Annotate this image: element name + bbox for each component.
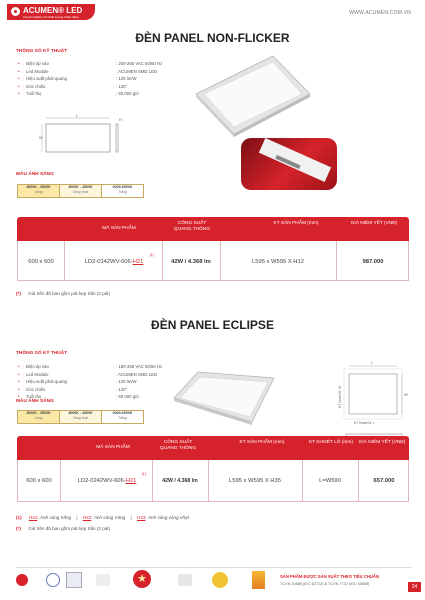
swatch-range: 6000-6500K <box>112 411 133 415</box>
footnote-h21: H21 <box>28 515 38 520</box>
spec-label: Tuổi thọ <box>26 91 42 96</box>
swatch-name: Trắng <box>118 190 127 194</box>
section2-table-header <box>17 436 409 460</box>
footer-standard-line1: SẢN PHẨM ĐƯỢC SẢN XUẤT THEO TIÊU CHUẨN <box>280 574 379 579</box>
row-power: 42W / 4.368 lm <box>171 259 211 265</box>
spec-label: Điện áp vào <box>26 364 49 369</box>
cert-badge-award-icon <box>178 574 192 586</box>
section1-table-header <box>17 217 409 241</box>
dim-h-label: H <box>119 117 122 122</box>
row-power: 42W / 4.368 lm <box>162 478 198 484</box>
cert-badge-star-icon: ★ <box>133 570 151 588</box>
section1-dimension-drawing <box>40 112 125 162</box>
swatch-name: Vàng nhạt <box>72 190 89 194</box>
panel-front-outline <box>46 124 110 152</box>
color-swatch <box>17 184 60 198</box>
row-size: 600 x 600 <box>26 478 52 484</box>
spec-label: Led Module <box>26 371 49 377</box>
section1-color-heading: MÀU ÁNH SÁNG <box>16 172 54 177</box>
row-code-sup: (1) <box>141 472 146 476</box>
swatch-name: Vàng <box>34 416 43 420</box>
bullet-icon: • <box>18 386 20 392</box>
bullet-icon: • <box>18 379 20 384</box>
section1-note <box>16 291 110 296</box>
spec-value: : ACUMEN SMD LED <box>116 68 158 74</box>
footnote-h22: H22 <box>82 515 92 520</box>
section2-product-image <box>170 368 278 426</box>
page-number: 24 <box>408 582 421 592</box>
swatch-range: 4000K - 4500K <box>68 185 93 189</box>
bullet-icon: • <box>18 364 20 369</box>
section1-note-mark: (*) <box>16 291 21 296</box>
footnote-note-mark: (*) <box>16 526 21 531</box>
brand-name: ACUMEN® LED <box>23 6 83 15</box>
footnote-h22-text: : Ánh sáng Vàng <box>91 515 126 520</box>
row-price: 987.000 <box>362 259 384 265</box>
clip-strip <box>259 138 331 182</box>
dim-cut-w-label: KT khoét lỗ: W <box>338 385 342 408</box>
spec-label: Hiệu suất phát quang <box>26 379 67 384</box>
swatch-range: 4000K - 4500K <box>68 411 93 415</box>
section1-title: ĐÈN PANEL NON-FLICKER <box>135 31 290 45</box>
spec-value: : 180-265 VAC 50/60 Hz <box>116 364 163 369</box>
swatch-range: 3000K - 3500K <box>26 185 51 189</box>
spec-value: : 200-265 VAC 50/60 Hz <box>116 61 163 66</box>
footnote-mark: (1) <box>16 515 22 520</box>
bullet-icon: • <box>18 61 20 66</box>
header-product-code: MÃ SẢN PHẨM <box>102 226 136 231</box>
footnote-price-note <box>16 526 110 531</box>
header-power: CÔNG SUẤT QUANG THÔNG <box>159 440 197 451</box>
color-swatch <box>101 410 144 424</box>
footnote-note-text: Giá trên đã bao gồm pát kẹp trần (2 pát) <box>28 526 111 531</box>
footnote-h23: H23 <box>137 515 146 520</box>
cert-badge-tcvn-icon <box>252 571 265 589</box>
header-cutout: KT KHOÉT LỖ (mm) <box>308 440 354 445</box>
color-swatch <box>59 184 102 198</box>
section1-table-row <box>17 241 409 281</box>
spec-label: Led Module <box>26 68 49 74</box>
footer-logo-icon <box>16 574 28 586</box>
row-dims: L595 x W595 X H35 <box>229 478 281 484</box>
swatch-name: Vàng nhạt <box>72 416 89 420</box>
header-product-code: MÃ SẢN PHẨM <box>96 445 130 450</box>
row-code-main: LD2-0242WV-606- <box>77 478 126 484</box>
spec-value: : 120° <box>116 386 128 392</box>
logo-mark-inner-icon <box>14 10 17 13</box>
header-dims: KT SẢN PHẨM (mm) <box>273 221 319 226</box>
row-code-suffix: H21 <box>132 259 144 265</box>
spec-value: : 120° <box>116 83 128 89</box>
dim-l-label: L <box>76 113 79 118</box>
footnote-h21-text: : Ánh sáng trắng <box>37 515 72 520</box>
section1-note-text: Giá trên đã bao gồm pát kẹp trần (2 pát) <box>28 291 111 296</box>
cert-badge-hvnclc-icon <box>96 574 110 586</box>
row-cutout: L=W590 <box>319 478 341 484</box>
swatch-name: Vàng <box>34 190 43 194</box>
row-code-suffix: H21 <box>125 478 137 484</box>
spec-label: Tuổi thọ <box>26 394 42 399</box>
row-code <box>62 472 152 484</box>
dim-w-label: W <box>39 135 43 140</box>
footnote-colors: (1) H21: Ánh sáng trắng | H22: Ánh sáng Vàng | H23: Ánh sáng vàng nhạt <box>16 515 189 520</box>
cert-badge-qms-icon <box>46 573 60 587</box>
cert-badge-hvn-icon <box>66 572 82 588</box>
cutout-outline <box>344 369 402 419</box>
color-swatch <box>101 184 144 198</box>
bullet-icon: • <box>18 371 20 377</box>
footer-standard-line2: TCVN 10885 (IEC 62722) & TCVN 7722 (IEC 60598) <box>280 582 370 586</box>
row-code <box>66 253 162 265</box>
front-outline <box>349 374 397 414</box>
bullet-icon: • <box>18 91 20 96</box>
panel-side-outline <box>116 124 118 152</box>
spec-label: Góc chiếu <box>26 83 46 89</box>
footnote-h23-text: : Ánh sáng vàng nhạt <box>145 515 189 520</box>
spec-label: Điện áp vào <box>26 61 49 66</box>
header-power: CÔNG SUẤT QUANG THÔNG <box>173 221 211 232</box>
bullet-icon: • <box>18 83 20 89</box>
spec-label: Góc chiếu <box>26 386 46 392</box>
spec-value: : 120 lm/W <box>116 379 137 384</box>
brand-tagline: Chuyên Nghiệp Với Chất Lượng Chiếu Sáng <box>23 15 79 19</box>
row-price: 657.000 <box>373 478 395 484</box>
section1-spec-heading: THÔNG SỐ KỸ THUẬT <box>16 49 68 54</box>
row-code-sup: (1) <box>149 253 154 257</box>
spec-value: : ACUMEN SMD LED <box>116 371 158 377</box>
dim-l-label: L <box>371 360 374 365</box>
section2-spec-heading: THÔNG SỐ KỸ THUẬT <box>16 351 68 356</box>
section2-table-row <box>17 460 409 502</box>
spec-value: : 50,000 giờ <box>116 91 139 96</box>
color-swatch <box>59 410 102 424</box>
header-price: GIÁ NIÊM YẾT (VNĐ) <box>350 221 398 226</box>
dim-w-label: W <box>404 392 408 397</box>
row-dims: L595 x W595 X H12 <box>252 259 304 265</box>
bullet-icon: • <box>18 68 20 74</box>
swatch-name: Trắng <box>118 416 127 420</box>
footer-divider <box>16 567 412 568</box>
color-swatch <box>17 410 60 424</box>
website-url[interactable]: WWW.ACUMEN.COM.VN <box>349 10 411 16</box>
section1-product-image <box>188 50 318 140</box>
spec-value: : 120 lm/W <box>116 76 137 81</box>
header-price: GIÁ NIÊM YẾT (VNĐ) <box>358 440 406 445</box>
section2-dimension-drawing <box>336 360 416 446</box>
spec-label: Hiệu suất phát quang <box>26 76 67 81</box>
spec-value: : 50,000 giờ <box>116 394 139 399</box>
swatch-range: 6000-6500K <box>112 185 133 189</box>
row-code-main: LD2-0142WV-606- <box>84 259 133 265</box>
cert-badge-gold-icon <box>212 572 228 588</box>
bullet-icon: • <box>18 394 20 399</box>
section2-title: ĐÈN PANEL ECLIPSE <box>151 318 274 332</box>
swatch-range: 3000K - 3500K <box>26 411 51 415</box>
bullet-icon: • <box>18 76 20 81</box>
row-size: 600 x 600 <box>28 259 54 265</box>
header-dims: KT SẢN PHẨM (mm) <box>239 440 285 445</box>
brand-logo <box>7 4 95 20</box>
dim-cut-l-label: KT khoét lỗ: L <box>354 421 375 425</box>
section1-clip-closeup <box>241 138 337 190</box>
section2-color-heading: MÀU ÁNH SÁNG <box>16 399 54 404</box>
